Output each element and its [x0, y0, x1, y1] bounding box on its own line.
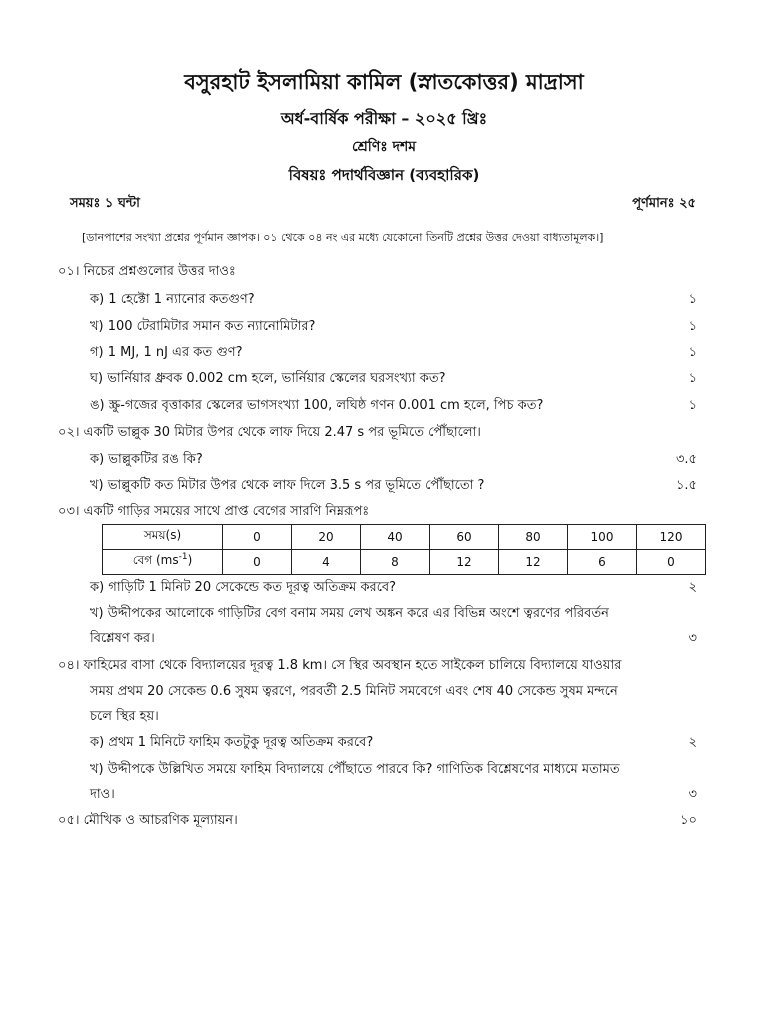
q1-sub-e-marks: ১ — [688, 398, 697, 413]
q1-sub-a: ক) 1 হেক্টো 1 ন্যানোর কতগুণ? — [90, 292, 255, 307]
q1-sub-c-marks: ১ — [688, 345, 697, 360]
table-header-velocity: বেগ $(ms^{-1})$ — [103, 550, 223, 575]
exam-title: অর্ধ-বার্ষিক পরীক্ষা – ২০২৫ খ্রিঃ — [280, 109, 488, 128]
question-4: ০৪। ফাহিমের বাসা থেকে বিদ্যালয়ের দূরত্ব 1.8 km। সে স্থির অবস্থান হতে সাইকেল চালিয়ে বিদ্যালয়ে যাওয়ার — [58, 658, 622, 673]
table-cell: 40 — [361, 525, 430, 550]
q1-sub-d: ঘ) ভার্নিয়ার ধ্রুবক 0.002 cm হলে, ভার্নিয়ার স্কেলের ঘরসংখ্যা কত? — [90, 371, 446, 386]
q1-sub-b-marks: ১ — [688, 319, 697, 334]
class-label: শ্রেণিঃ দশম — [351, 139, 417, 155]
question-5: ০৫। মৌখিক ও আচরণিক মূল্যায়ন। — [58, 813, 238, 828]
q3-sub-a-marks: ২ — [688, 580, 697, 595]
full-marks-label: পূর্ণমানঃ ২৫ — [632, 196, 696, 211]
table-cell: 0 — [637, 550, 706, 575]
q4-sub-b: খ) উদ্দীপকে উল্লিখিত সময়ে ফাহিম বিদ্যালয়ে পৌঁছাতে পারবে কি? গাণিতিক বিশ্লেষণের মাধ্যমে মতামত — [90, 762, 620, 777]
q3-sub-b: খ) উদ্দীপকের আলোকে গাড়িটির বেগ বনাম সময় লেখ অঙ্কন করে এর বিভিন্ন অংশে ত্বরণের পরিবর্তন — [90, 606, 609, 621]
table-cell: 20 — [292, 525, 361, 550]
table-cell: 60 — [430, 525, 499, 550]
table-cell: 0 — [223, 550, 292, 575]
q4-sub-b-cont: দাও। — [90, 787, 115, 802]
question-5-marks: ১০ — [680, 813, 697, 828]
q1-sub-e: ঙ) স্ক্রু-গজের বৃত্তাকার স্কেলের ভাগসংখ্যা 100, লঘিষ্ঠ গণন 0.001 cm হলে, পিচ কত? — [90, 398, 544, 413]
question-4-line3: চলে স্থির হয়। — [90, 709, 159, 724]
q1-sub-b: খ) 100 টেরামিটার সমান কত ন্যানোমিটার? — [90, 319, 316, 334]
subject-label: বিষয়ঃ পদার্থবিজ্ঞান (ব্যবহারিক) — [288, 166, 480, 184]
q3-sub-b-cont: বিশ্লেষণ কর। — [90, 631, 155, 646]
q2-sub-b-marks: ১.৫ — [675, 478, 697, 493]
table-cell: 8 — [361, 550, 430, 575]
question-2: ০২। একটি ভাল্লুক 30 মিটার উপর থেকে লাফ দিয়ে 2.47 s পর ভূমিতে পৌঁছালো। — [58, 425, 481, 440]
velocity-time-table — [102, 524, 706, 575]
table-cell: 12 — [499, 550, 568, 575]
q1-sub-c: গ) 1 MJ, 1 nJ এর কত গুণ? — [90, 345, 243, 360]
q4-sub-a-marks: ২ — [688, 735, 697, 750]
question-1: ০১। নিচের প্রশ্নগুলোর উত্তর দাওঃ — [58, 264, 236, 279]
institution-title: বসুরহাট ইসলামিয়া কামিল (স্নাতকোত্তর) মাদ্রাসা — [184, 70, 584, 94]
q1-sub-a-marks: ১ — [688, 292, 697, 307]
question-3: ০৩। একটি গাড়ির সময়ের সাথে প্রাপ্ত বেগের সারণি নিম্নরূপঃ — [58, 504, 370, 519]
q1-sub-d-marks: ১ — [688, 371, 697, 386]
table-cell: 100 — [568, 525, 637, 550]
table-row-velocity — [103, 550, 706, 575]
q3-sub-b-marks: ৩ — [688, 631, 697, 646]
q2-sub-b: খ) ভাল্লুকটি কত মিটার উপর থেকে লাফ দিলে 3.5 s পর ভূমিতে পৌঁছাতো ? — [90, 478, 485, 493]
table-cell: 120 — [637, 525, 706, 550]
table-header-time: সময়(s) — [103, 525, 223, 550]
table-cell: 4 — [292, 550, 361, 575]
q3-sub-a: ক) গাড়িটি 1 মিনিট 20 সেকেন্ডে কত দূরত্ব অতিক্রম করবে? — [90, 580, 397, 595]
q2-sub-a: ক) ভাল্লুকটির রঙ কি? — [90, 452, 203, 467]
table-cell: 6 — [568, 550, 637, 575]
table-cell: 80 — [499, 525, 568, 550]
q2-sub-a-marks: ৩.৫ — [675, 452, 697, 467]
question-4-line2: সময় প্রথম 20 সেকেন্ড 0.6 সুষম ত্বরণে, পরবর্তী 2.5 মিনিট সমবেগে এবং শেষ 40 সেকেন্ড সুষম মন্দনে — [90, 684, 618, 699]
table-cell: 12 — [430, 550, 499, 575]
table-cell: 0 — [223, 525, 292, 550]
instructions: [ডানপাশের সংখ্যা প্রশ্নের পূর্ণমান জ্ঞাপক। ০১ থেকে ০৪ নং এর মধ্যে যেকোনো তিনটি প্রশ্নের উত্তর দেওয়া বাধ্যতামূলক।] — [82, 231, 604, 244]
table-row-time — [103, 525, 706, 550]
time-label: সময়ঃ ১ ঘন্টা — [70, 196, 140, 211]
q4-sub-b-marks: ৩ — [688, 787, 697, 802]
q4-sub-a: ক) প্রথম 1 মিনিটে ফাহিম কতটুকু দূরত্ব অতিক্রম করবে? — [90, 735, 374, 750]
